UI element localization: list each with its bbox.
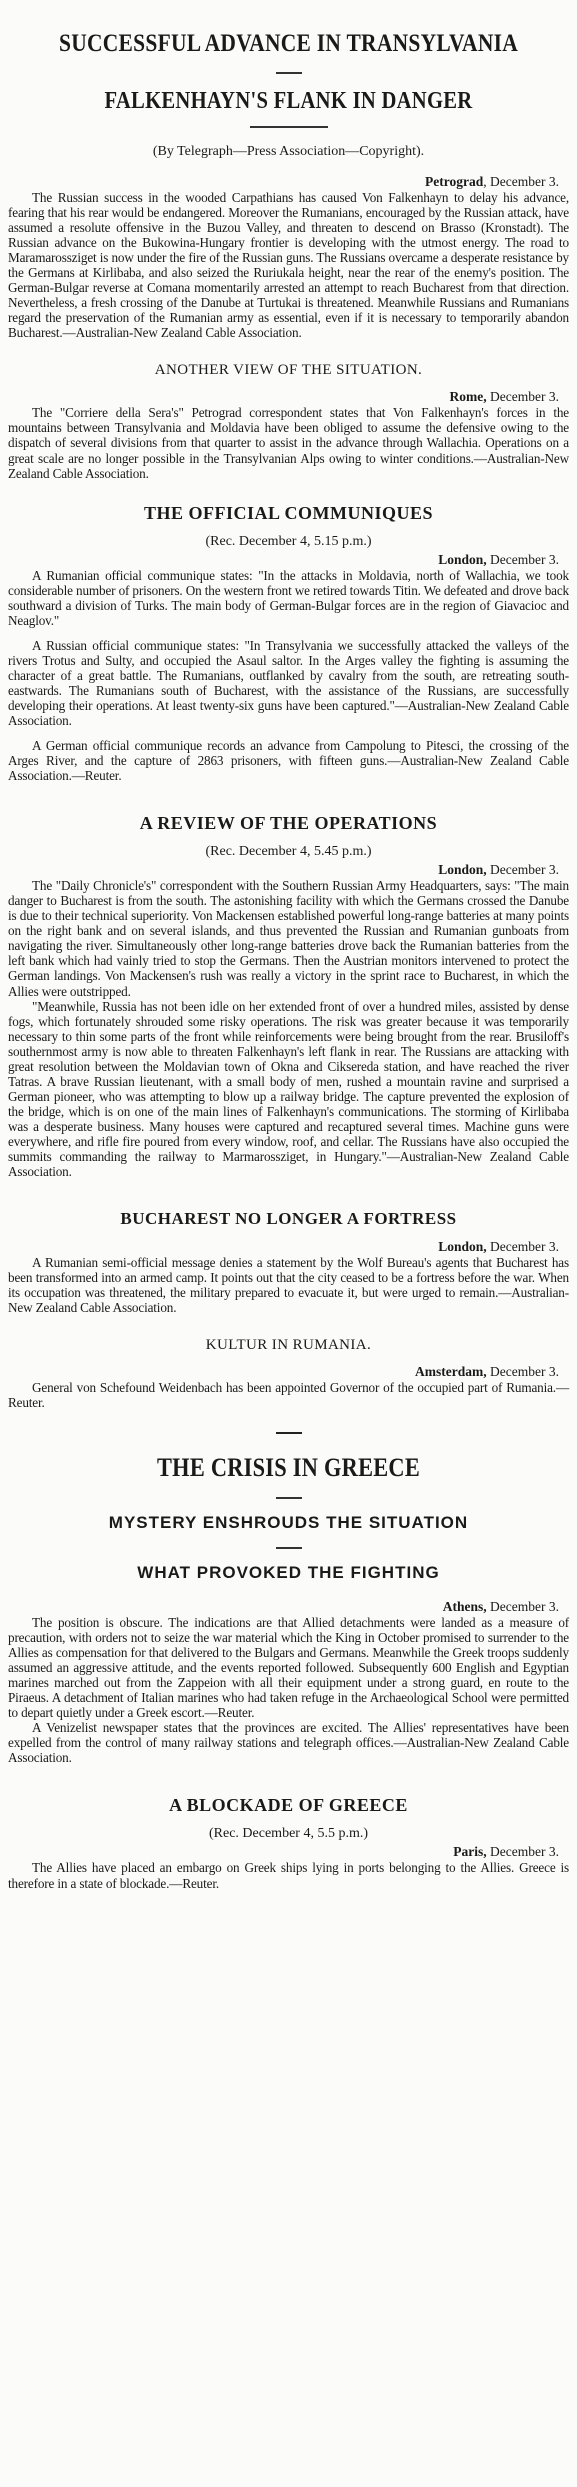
article-paragraph: The "Corriere della Sera's" Petrograd correspondent states that Von Falkenhayn's forces in the mountains between Transylvania and Moldavia have been obliged to assume the defensive owing to the dispatch of several divisions from that quarter to assist in the advance through Wallachia. Operations on a great scale are no longer possible in the Transylvanian Alps owing to winter conditions.—Australian-New Zealand Cable Association. xyxy=(8,405,569,481)
section-heading: BUCHAREST NO LONGER A FORTRESS xyxy=(120,1209,457,1229)
article-paragraph: "Meanwhile, Russia has not been idle on her extended front of over a hundred miles, assisted by dense fogs, which fortunately shrouded some risky operations. The risk was greater because it was temporarily necessary to thin some parts of the front while reinforcements were being brought from the rear. Brusiloff's southernmost army is now able to threaten Falkenhayn's left flank in rear. The Russians are attacking with great resolution between the Moldavian town of Okna and Ciksereda station, and have reached the river Tatras. A brave Russian lieutenant, with a small body of men, rushed a mountain ravine and surprised a German pioneer, who was attempting to blow up a railway bridge. The capture prevented the explosion of the bridge, which is on one of the main lines of Falkenhayn's communications. The storming of Kirlibaba was a desperate business. Many houses were captured and recaptured several times. Machine guns were everywhere, and rifle fire poured from every window, roof, and cellar. The Russians have also occupied the summits commanding the railway to Marmarossziget, in Hungary."—Australian-New Zealand Cable Association. xyxy=(8,998,569,1180)
divider xyxy=(276,1432,302,1434)
dateline-date: December 3. xyxy=(490,173,559,189)
divider xyxy=(250,126,328,128)
dateline-date: December 3. xyxy=(490,862,559,878)
dateline xyxy=(8,1599,559,1615)
section-heading: A BLOCKADE OF GREECE xyxy=(169,1795,408,1816)
section-heading: KULTUR IN RUMANIA. xyxy=(205,1337,372,1354)
article-paragraph: The position is obscure. The indications are that Allied detachments were landed as a measure of precaution, with orders not to seize the war material which the King in October promised to surrender to the Allies as compensation for that delivered to the Bulgars and Germans. Meanwhile the Greek troops suddenly assumed an aggressive attitude, and the events reported followed. Subsequently 600 English and Egyptian marines marched out from the Zappeion with all their equipment under a strong guard, en route to the Piraeus. A detachment of Italian marines who had taken refuge in the Archaeological School were permitted to depart quietly under a Greek escort.—Reuter. xyxy=(8,1615,569,1721)
dateline xyxy=(8,862,559,878)
section-heading: A REVIEW OF THE OPERATIONS xyxy=(139,813,438,834)
dateline-place: London, xyxy=(438,1239,487,1255)
dateline-place: Petrograd xyxy=(425,173,484,189)
dateline-place: Athens, xyxy=(442,1599,487,1615)
dateline-place: London, xyxy=(438,862,487,878)
section-heading: ANOTHER VIEW OF THE SITUATION. xyxy=(154,362,423,379)
article-paragraph: A German official communique records an advance from Campolung to Pitesci, the crossing of the Arges River, and the capture of 2863 prisoners, with fifteen guns.—Australian-New Zealand Cable Association.—Reuter. xyxy=(8,738,569,784)
dateline-date: December 3. xyxy=(490,551,559,567)
article-paragraph: The Allies have placed an embargo on Greek ships lying in ports belonging to the Allies. Greece is therefore in a state of blockade.—Reuter. xyxy=(8,1860,569,1891)
received-line: (Rec. December 4, 5.15 p.m.) xyxy=(205,533,372,549)
received-line: (Rec. December 4, 5.5 p.m.) xyxy=(209,1826,368,1842)
dateline-date: December 3. xyxy=(490,389,559,405)
dateline-place: London, xyxy=(438,551,487,567)
dateline-date: December 3. xyxy=(490,1364,559,1380)
divider xyxy=(276,1547,302,1549)
received-line: (Rec. December 4, 5.45 p.m.) xyxy=(205,844,372,860)
dateline xyxy=(8,1364,559,1380)
credit-line: (By Telegraph—Press Association—Copyright). xyxy=(152,143,425,159)
article-paragraph: A Russian official communique states: "In Transylvania we successfully attacked the valleys of the rivers Trotus and Sulty, and occupied the Asaul saltor. In the Arges valley the fighting is assuming the character of a great battle. The Rumanians, outflanked by cavalry from the south, are retreating south-eastwards. The Rumanians south of Bucharest, with the assistance of the Russians, are successfully developing their operations. At least twenty-six guns have been captured."—Australian-New Zealand Cable Association. xyxy=(8,637,569,729)
dateline xyxy=(8,1239,559,1255)
divider xyxy=(276,72,302,74)
article-paragraph: A Rumanian semi-official message denies a statement by the Wolf Bureau's agents that Bucharest has been transformed into an armed camp. It points out that the city ceased to be a fortress before the war. When its occupation was threatened, the military prepared to evacuate it, but were urged to remain.—Australian-New Zealand Cable Association. xyxy=(8,1255,569,1316)
subheadline: WHAT PROVOKED THE FIGHTING xyxy=(137,1563,440,1583)
headline: THE CRISIS IN GREECE xyxy=(157,1453,420,1483)
dateline: Petrograd, December 3. xyxy=(425,173,559,189)
subheadline: MYSTERY ENSHROUDS THE SITUATION xyxy=(108,1513,469,1533)
divider xyxy=(276,1497,302,1499)
article-paragraph: The "Daily Chronicle's" correspondent with the Southern Russian Army Headquarters, says: "The main danger to Bucharest is from the south. The astonishing facility with which the Germans crossed the Danube is due to their technical superiority. Von Mackensen established powerful long-range batteries at many points on the right bank and on several islands, and thus prevented the Russian and Rumanian gunboats from navigating the river. Simultaneously other long-range batteries drove back the Rumanian batteries from the left bank which had vainly tried to stop the Germans. Then the Austrian monitors intervened to protect the German landings. Von Mackensen's rush was really a victory in the sprint race to Bucharest, in which the Allies were outstripped. xyxy=(8,878,569,999)
article-paragraph: A Venizelist newspaper states that the provinces are excited. The Allies' representatives have been expelled from the control of many railway stations and telegraph offices.—Australian-New Zealand Cable Association. xyxy=(8,1720,569,1766)
dateline-date: December 3. xyxy=(490,1599,559,1615)
dateline-place: Paris, xyxy=(453,1844,487,1860)
dateline-place: Amsterdam, xyxy=(415,1364,487,1380)
dateline-date: December 3. xyxy=(490,1239,559,1255)
article-paragraph: A Rumanian official communique states: "In the attacks in Moldavia, north of Wallachia, we took considerable number of prisoners. On the western front we retired towards Titin. We defeated and drove back southward a division of Turks. The main body of German-Bulgar forces are in the region of Giavacioc and Neaglov." xyxy=(8,567,569,628)
dateline-place: Rome, xyxy=(449,389,487,405)
subheadline: FALKENHAYN'S FLANK IN DANGER xyxy=(104,87,473,114)
dateline xyxy=(8,389,559,405)
dateline xyxy=(8,552,559,568)
article-paragraph: General von Schefound Weidenbach has been appointed Governor of the occupied part of Rumania.—Reuter. xyxy=(8,1380,569,1411)
article-paragraph: The Russian success in the wooded Carpathians has caused Von Falkenhayn to delay his advance, fearing that his rear would be endangered. Moreover the Rumanians, encouraged by the Russian attack, have assumed a resolute offensive in the Buzou Valley, and threaten to descend on Brasso (Kronstadt). The Russian advance on the Bukowina-Hungary frontier is developing with the utmost energy. The road to Maramarossziget is now under the fire of the Russian guns. The Russians overcame a desperate resistance by the Germans at Kirlibaba, and also seized the Ruriukala height, near the rear of the enemy's position. The German-Bulgar reverse at Comana momentarily arrested an attempt to reach Bucharest from that direction. Nevertheless, a fresh crossing of the Danube at Turtukai is threatened. Meanwhile Russians and Rumanians regard the preservation of the Rumanian army as essential, even if it is necessary to temporarily abandon Bucharest.—Australian-New Zealand Cable Association. xyxy=(8,189,569,341)
headline: SUCCESSFUL ADVANCE IN TRANSYLVANIA xyxy=(58,30,519,57)
dateline xyxy=(8,1844,559,1860)
dateline-date: December 3. xyxy=(490,1844,559,1860)
section-heading: THE OFFICIAL COMMUNIQUES xyxy=(143,502,434,523)
